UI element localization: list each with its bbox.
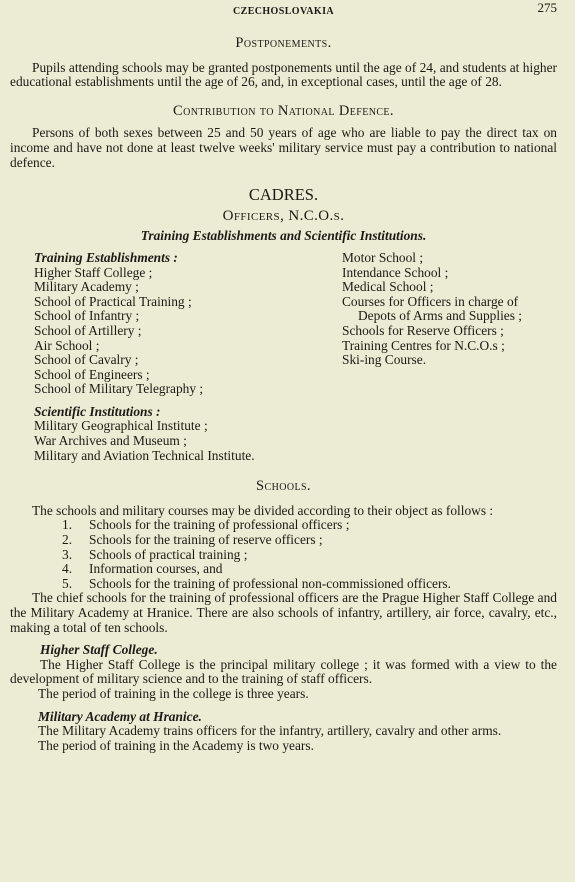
page-number: 275 [537, 0, 557, 15]
officers-subheading: Officers, N.C.O.s. [222, 207, 345, 224]
postponements-paragraph: Pupils attending schools may be granted postponements until the age of 24, and students at higher educational establishments until the age of 26, and, in exceptional cases, until the age of 28. [10, 59, 557, 90]
list-item: Air School ; [34, 337, 100, 353]
list-number: 4. [62, 561, 73, 577]
postponements-heading: Postponements. [235, 35, 332, 51]
higher-staff-college-heading: Higher Staff College. [40, 642, 158, 658]
list-item: Higher Staff College ; [34, 264, 153, 280]
list-item [10, 533, 557, 548]
list-number: 2. [62, 532, 73, 548]
list-text: Information courses, and [89, 561, 223, 577]
list-item: Military Geographical Institute ; [34, 418, 208, 434]
list-item: School of Engineers ; [34, 366, 150, 382]
list-item-continuation: Depots of Arms and Supplies ; [358, 308, 523, 324]
military-academy-paragraph: The Military Academy trains officers for the infantry, artillery, cavalry and other arms. [38, 723, 502, 739]
list-item: Intendance School ; [342, 264, 449, 280]
list-item: Military and Aviation Technical Institute. [34, 447, 255, 463]
list-item: School of Artillery ; [34, 322, 142, 338]
schools-heading: Schools. [256, 478, 311, 495]
list-text: Schools for the training of professional officers ; [89, 517, 350, 533]
military-academy-period: The period of training in the Academy is two years. [38, 737, 314, 753]
list-item: School of Practical Training ; [34, 293, 192, 309]
training-list-right [324, 251, 557, 397]
list-item [10, 548, 557, 563]
list-item: Medical School ; [342, 279, 434, 295]
higher-staff-college-period: The period of training in the college is three years. [38, 685, 309, 701]
cadres-heading: CADRES. [248, 185, 319, 205]
list-number: 1. [62, 517, 73, 533]
scientific-institutions-label: Scientific Institutions : [34, 403, 161, 419]
higher-staff-college-paragraph: The Higher Staff College is the principal military college ; it was formed with a view to the development of military science and to the training of staff officers. [10, 656, 557, 687]
list-item [10, 518, 557, 533]
list-item: School of Infantry ; [34, 308, 140, 324]
list-item [10, 562, 557, 577]
training-section-title: Training Establishments and Scientific Institutions. [140, 228, 427, 244]
list-text: Schools of practical training ; [89, 546, 248, 562]
list-item: School of Cavalry ; [34, 352, 139, 368]
schools-list [10, 518, 557, 591]
schools-intro: The schools and military courses may be divided according to their object as follows : [32, 502, 494, 518]
list-number: 5. [62, 575, 73, 591]
training-establishments-label: Training Establishments : [34, 249, 178, 265]
list-item: Schools for Reserve Officers ; [342, 322, 504, 338]
list-item: School of Military Telegraphy ; [34, 381, 204, 397]
list-item: Courses for Officers in charge of [342, 293, 519, 309]
contribution-heading: Contribution to National Defence. [173, 102, 394, 119]
list-item: Military Academy ; [34, 279, 139, 295]
running-head [10, 0, 557, 22]
contribution-paragraph: Persons of both sexes between 25 and 50 years of age who are liable to pay the direct tax on income and have not done at least twelve weeks' military service must pay a contribution to national defence. [10, 125, 557, 170]
running-head-title: CZECHOSLOVAKIA [233, 6, 334, 17]
list-item: Ski-ing Course. [342, 352, 427, 368]
list-text: Schools for the training of reserve officers ; [89, 532, 323, 548]
list-number: 3. [62, 546, 73, 562]
military-academy-heading: Military Academy at Hranice. [38, 708, 202, 724]
list-item [10, 577, 557, 592]
scientific-institutions-list [10, 419, 557, 463]
training-list-left [10, 266, 324, 397]
chief-schools-paragraph: The chief schools for the training of professional officers are the Prague Higher Staff College and the Military Academy at Hranice. There are also schools of infantry, artillery, air force, cavalry, etc., making a total of ten schools. [10, 590, 557, 635]
list-item: Motor School ; [342, 249, 424, 265]
list-item: Training Centres for N.C.O.s ; [342, 337, 505, 353]
list-text: Schools for the training of professional non-commissioned officers. [89, 575, 451, 591]
list-item: War Archives and Museum ; [34, 433, 187, 449]
